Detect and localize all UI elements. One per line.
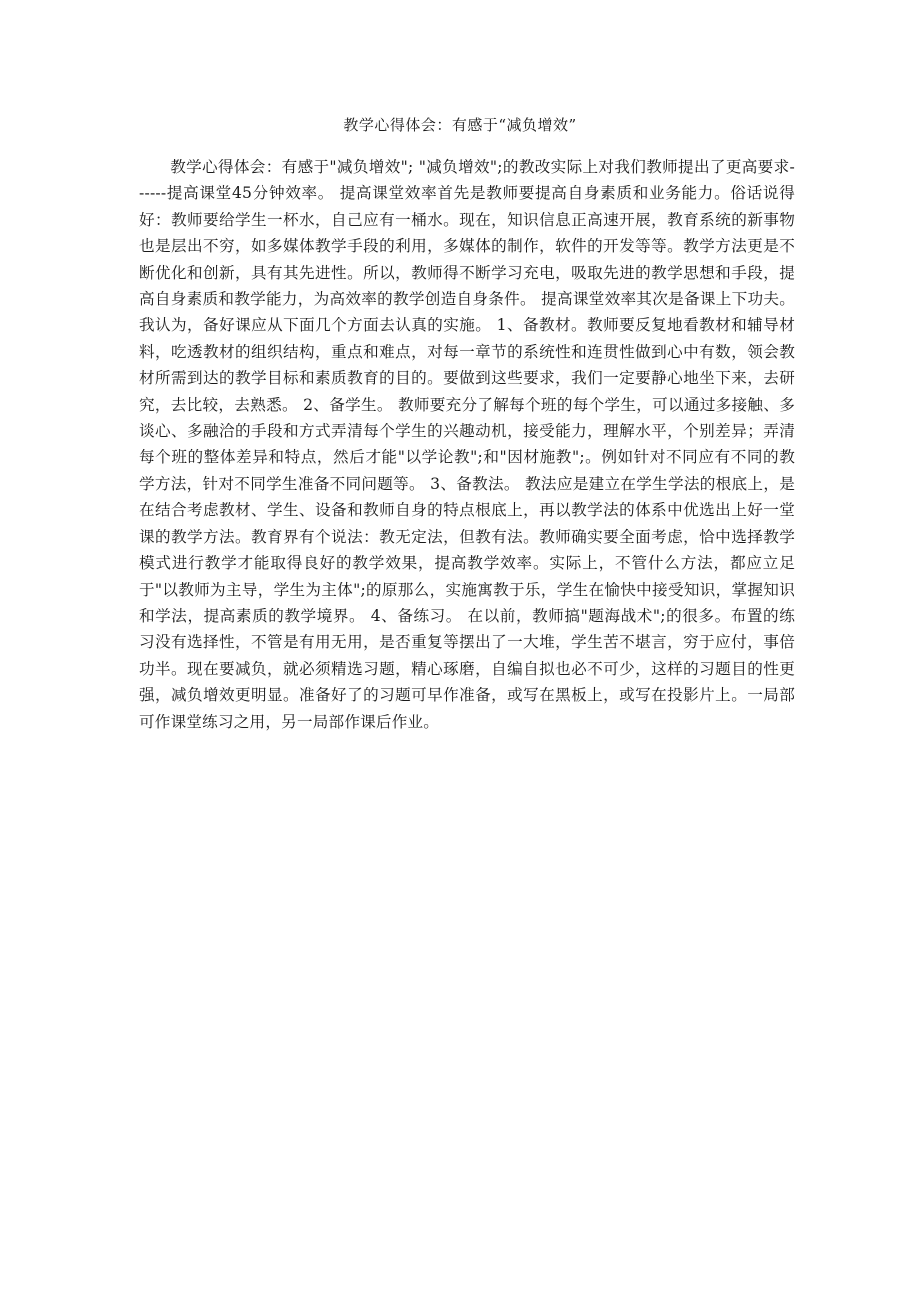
document-body: 教学心得体会：有感于"减负增效"; "减负增效";的教改实际上对我们教师提出了更高要求------提高课堂45分钟效率。 提高课堂效率首先是教师要提高自身素质和业务能力。俗话说得好：教师要给学生一杯水，自己应有一桶水。现在，知识信息正高速开展，教育系统的新事物也是层出不穷，如多媒体教学手段的利用，多媒体的制作，软件的开发等等。教学方法更是不断优化和创新，具有其先进性。所以，教师得不断学习充电，吸取先进的教学思想和手段，提高自身素质和教学能力，为高效率的教学创造自身条件。 提高课堂效率其次是备课上下功夫。我认为，备好课应从下面几个方面去认真的实施。 1、备教材。教师要反复地看教材和辅导材料，吃透教材的组织结构，重点和难点，对每一章节的系统性和连贯性做到心中有数，领会教材所需到达的教学目标和素质教育的目的。要做到这些要求，我们一定要静心地坐下来，去研究，去比较，去熟悉。 2、备学生。 教师要充分了解每个班的每个学生，可以通过多接触、多谈心、多融洽的手段和方式弄清每个学生的兴趣动机，接受能力，理解水平，个别差异；弄清每个班的整体差异和特点，然后才能"以学论教";和"因材施教";。例如针对不同应有不同的教学方法，针对不同学生准备不同问题等。 3、备教法。 教法应是建立在学生学法的根底上，是在结合考虑教材、学生、设备和教师自身的特点根底上，再以教学法的体系中优选出上好一堂课的教学方法。教育界有个说法：教无定法，但教有法。教师确实要全面考虑，恰中选择教学模式进行教学才能取得良好的教学效果，提高教学效率。实际上，不管什么方法，都应立足于"以教师为主导，学生为主体";的原那么，实施寓教于乐，学生在愉快中接受知识，掌握知识和学法，提高素质的教学境界。 4、备练习。 在以前，教师搞"题海战术";的很多。布置的练习没有选择性，不管是有用无用，是否重复等摆出了一大堆，学生苦不堪言，穷于应付，事倍功半。现在要减负，就必须精选习题，精心琢磨，自编自拟也必不可少，这样的习题目的性更强，减负增效更明显。准备好了的习题可早作准备，或写在黑板上，或写在投影片上。一局部可作课堂练习之用，另一局部作课后作业。	[139, 158, 795, 731]
document-title: 教学心得体会：有感于“减负增效”	[343, 116, 577, 134]
